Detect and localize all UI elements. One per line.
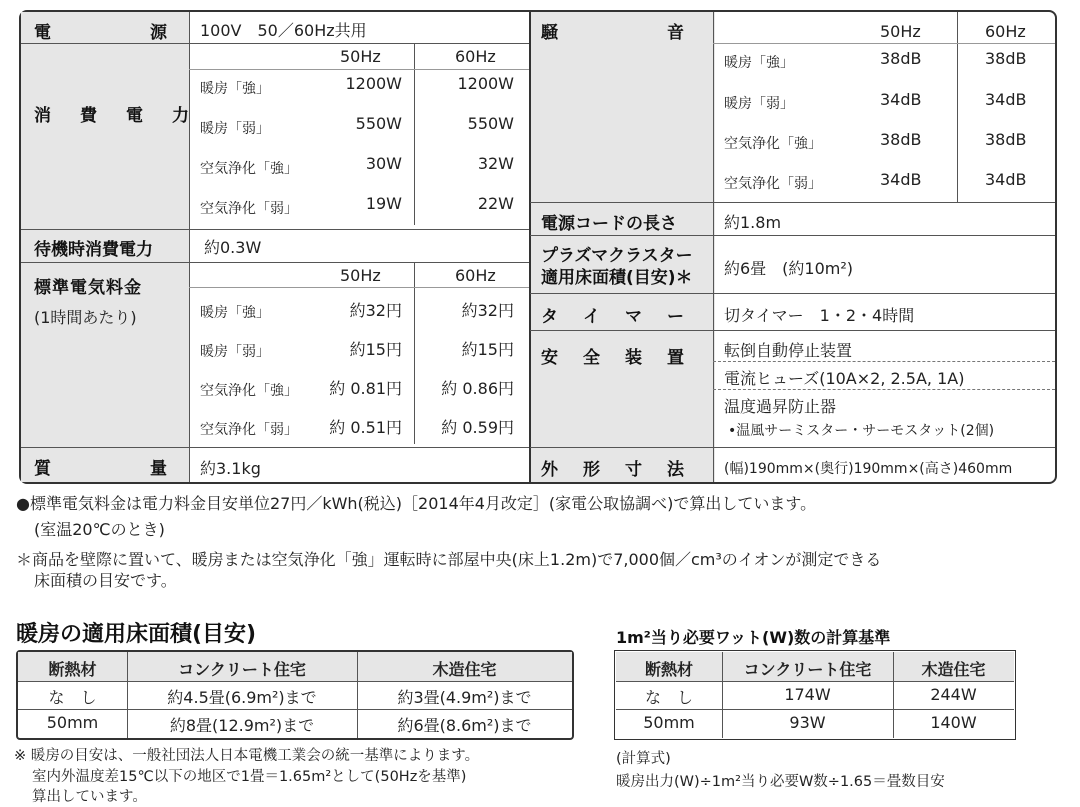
plasma-label-1: プラズマクラスター	[541, 246, 693, 266]
floor-cell: な し	[48, 688, 97, 707]
watt-basis-title: 1m²当り必要ワット(W)数の計算基準	[616, 628, 891, 647]
watt-header: コンクリート住宅	[743, 660, 872, 679]
watt-header: 木造住宅	[921, 660, 986, 679]
cost-row-name: 暖房「弱」	[200, 344, 270, 360]
watt-cell: 174W	[784, 685, 831, 704]
note-plasma: ＊商品を壁際に置いて、暖房または空気浄化「強」運転時に部屋中央(床上1.2m)で7,000個／cm³のイオンが測定できる	[16, 550, 882, 569]
watt-cell: 140W	[930, 713, 977, 732]
power-consumption-label: 消 費 電 力	[34, 106, 195, 126]
note-cost: ●標準電気料金は電力料金目安単位27円／kWh(税込)［2014年4月改定］(家電公取協調べ)で算出しています。	[16, 494, 817, 513]
cost-hz50: 50Hz	[340, 266, 381, 285]
noise-row-v60: 34dB	[985, 170, 1027, 189]
spec-table	[19, 10, 1057, 484]
pc-hz50: 50Hz	[340, 47, 381, 66]
cost-row-v60: 約 0.59円	[441, 418, 514, 437]
cord-value: 約1.8m	[724, 213, 782, 232]
cost-row-v50: 約32円	[349, 301, 402, 320]
timer-label: タ イ マ ー	[541, 307, 688, 327]
safety-item: 電流ヒューズ(10A×2, 2.5A, 1A)	[724, 369, 965, 388]
cost-row-v60: 約 0.86円	[441, 379, 514, 398]
note-cost-cont: (室温20℃のとき)	[34, 520, 165, 539]
pc-row-v50: 1200W	[345, 74, 402, 93]
floor-cell: 50mm	[46, 713, 99, 732]
cost-hz60: 60Hz	[455, 266, 496, 285]
formula-label: (計算式)	[616, 751, 671, 767]
weight-value: 約3.1kg	[200, 459, 261, 478]
power-source-label-b: 源	[150, 23, 167, 43]
floor-header: 木造住宅	[432, 660, 497, 679]
pc-row-v60: 550W	[467, 114, 514, 133]
noise-label-a: 騒	[541, 23, 558, 43]
power-source-value: 100V 50／60Hz共用	[200, 21, 367, 40]
noise-row-v60: 38dB	[985, 49, 1027, 68]
standby-value: 約0.3W	[204, 238, 262, 257]
pc-hz60: 60Hz	[455, 47, 496, 66]
watt-header: 断熱材	[644, 660, 693, 679]
floor-cell: 約6畳(8.6m²)まで	[397, 716, 532, 735]
floor-header: 断熱材	[48, 660, 97, 679]
plasma-label-2: 適用床面積(目安)＊	[541, 268, 693, 288]
cost-row-v50: 約 0.51円	[329, 418, 402, 437]
note-plasma-cont: 床面積の目安です。	[34, 571, 177, 590]
floor-cell: 約3畳(4.9m²)まで	[397, 688, 532, 707]
pc-row-v60: 32W	[477, 154, 514, 173]
noise-hz50: 50Hz	[880, 22, 921, 41]
cost-row-name: 空気浄化「弱」	[200, 422, 298, 438]
noise-row-v50: 38dB	[880, 130, 922, 149]
standby-label: 待機時消費電力	[34, 240, 153, 260]
pc-row-name: 空気浄化「強」	[200, 161, 298, 177]
cost-row-v50: 約15円	[349, 340, 402, 359]
cost-sub-label: (1時間あたり)	[34, 308, 137, 327]
noise-row-name: 空気浄化「弱」	[724, 176, 822, 192]
cost-label: 標準電気料金	[34, 278, 142, 298]
floor-note-2: 室内外温度差15℃以下の地区で1畳＝1.65m²として(50Hzを基準)	[32, 769, 467, 785]
watt-cell: 244W	[930, 685, 977, 704]
plasma-value: 約6畳 (約10m²)	[724, 259, 854, 278]
floor-note-3: 算出しています。	[32, 789, 147, 805]
safety-label: 安 全 装 置	[541, 348, 688, 368]
cost-row-name: 空気浄化「強」	[200, 383, 298, 399]
pc-row-name: 暖房「弱」	[200, 121, 270, 137]
safety-item: 転倒自動停止装置	[724, 341, 853, 360]
watt-cell: な し	[644, 688, 693, 707]
dimensions-label: 外 形 寸 法	[541, 460, 688, 480]
cost-row-v60: 約15円	[461, 340, 514, 359]
floor-cell: 約4.5畳(6.9m²)まで	[167, 688, 317, 707]
cost-row-v60: 約32円	[461, 301, 514, 320]
watt-cell: 93W	[789, 713, 826, 732]
watt-cell: 50mm	[643, 713, 695, 732]
label-bg-left-mid	[21, 232, 189, 452]
cost-row-name: 暖房「強」	[200, 305, 270, 321]
dimensions-value: (幅)190mm×(奥行)190mm×(高さ)460mm	[724, 461, 1013, 477]
pc-row-name: 暖房「強」	[200, 81, 270, 97]
noise-row-name: 空気浄化「強」	[724, 136, 822, 152]
noise-row-v60: 38dB	[985, 130, 1027, 149]
pc-row-v50: 550W	[355, 114, 402, 133]
floor-note-1: ※ 暖房の目安は、一般社団法人日本電機工業会の統一基準によります。	[14, 748, 480, 764]
formula: 暖房出力(W)÷1m²当り必要W数÷1.65＝畳数目安	[616, 774, 945, 790]
floor-header: コンクリート住宅	[178, 660, 306, 679]
floor-cell: 約8畳(12.9m²)まで	[169, 716, 315, 735]
power-source-label-a: 電	[34, 23, 51, 43]
noise-row-v50: 34dB	[880, 90, 922, 109]
pc-row-v50: 30W	[365, 154, 402, 173]
pc-row-v60: 22W	[477, 194, 514, 213]
noise-row-v50: 38dB	[880, 49, 922, 68]
noise-label-b: 音	[667, 23, 684, 43]
timer-value: 切タイマー 1・2・4時間	[724, 306, 915, 325]
noise-row-name: 暖房「強」	[724, 55, 794, 71]
pc-row-name: 空気浄化「弱」	[200, 201, 298, 217]
weight-label-a: 質	[34, 459, 51, 479]
noise-row-v60: 34dB	[985, 90, 1027, 109]
safety-item: •温風サーミスター・サーモスタット(2個)	[728, 423, 995, 439]
cord-label: 電源コードの長さ	[541, 214, 677, 234]
noise-row-v50: 34dB	[880, 170, 922, 189]
safety-item: 温度過昇防止器	[724, 397, 837, 416]
cost-row-v50: 約 0.81円	[329, 379, 402, 398]
weight-label-b: 量	[150, 459, 167, 479]
floor-area-title: 暖房の適用床面積(目安)	[16, 622, 257, 647]
pc-row-v60: 1200W	[457, 74, 514, 93]
pc-row-v50: 19W	[365, 194, 402, 213]
noise-row-name: 暖房「弱」	[724, 96, 794, 112]
noise-hz60: 60Hz	[985, 22, 1026, 41]
